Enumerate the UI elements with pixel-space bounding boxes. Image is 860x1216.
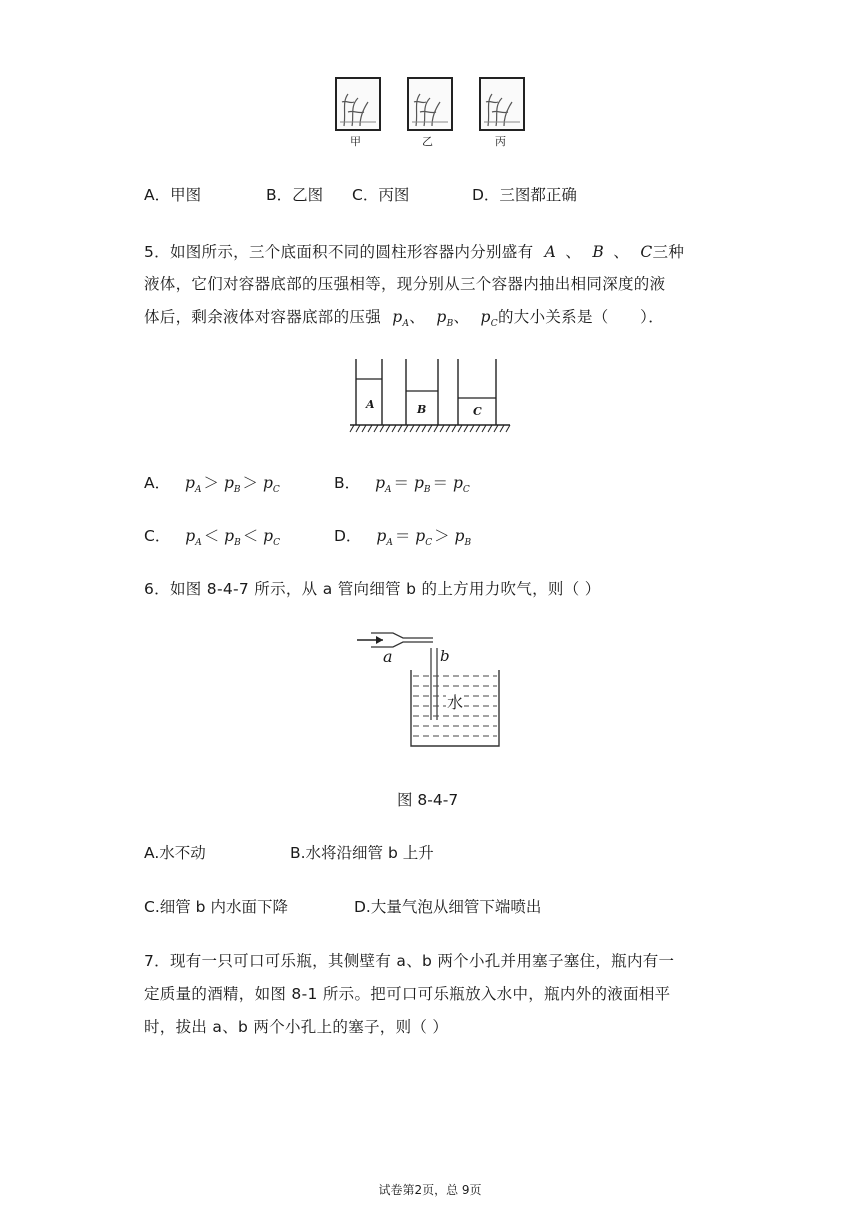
q5-option-c: C． $p_A < p_B < p_C$ — [144, 527, 280, 548]
q4-option-b: B．乙图 — [266, 186, 324, 204]
q6-stem: 6．如图 8-4-7 所示，从 a 管向细管 b 的上方用力吹气，则（ ） — [144, 580, 601, 598]
q6-option-b: B.水将沿细管 b 上升 — [290, 844, 434, 862]
figure-label-yi: 乙 — [422, 135, 433, 148]
q4-option-c: C．丙图 — [352, 186, 410, 204]
q6-option-c: C.细管 b 内水面下降 — [144, 898, 288, 916]
q6-option-d: D.大量气泡从细管下端喷出 — [354, 898, 542, 916]
q7-stem-line3: 时，拔出 a、b 两个小孔上的塞子，则（ ） — [144, 1018, 449, 1036]
q5-stem-line2: 液体，它们对容器底部的压强相等，现分别从三个容器内抽出相同深度的液 — [144, 275, 666, 293]
figure-panel-bing — [480, 78, 524, 130]
figure-panel-jia — [336, 78, 380, 130]
q4-option-a: A．甲图 — [144, 186, 202, 204]
q7-stem-line2: 定质量的酒精，如图 8-1 所示。把可口可乐瓶放入水中，瓶内外的液面相平 — [144, 985, 671, 1003]
q5-stem-line3: 体后，剩余液体对容器底部的压强 $p_A$、 $p_B$、 $p_C$的大小关系是（ ）． — [144, 308, 665, 329]
q5-option-d: D． $p_A = p_C > p_B$ — [334, 527, 472, 548]
q5-stem-line1: 5．如图所示，三个底面积不同的圆柱形容器内分别盛有 A 、 B 、 C三种 — [144, 243, 685, 261]
q7-stem-line1: 7．现有一只可口可乐瓶，其侧壁有 a、b 两个小孔并用塞子塞住，瓶内有一 — [144, 952, 675, 970]
tube-figure — [355, 628, 515, 750]
water-label: 水 — [446, 690, 464, 713]
figure-panel-yi — [408, 78, 452, 130]
q5-option-b: B． $p_A = p_B = p_C$ — [334, 474, 470, 495]
q4-option-d: D．三图都正确 — [472, 186, 577, 204]
q6-figure-caption: 图 8-4-7 — [397, 791, 459, 809]
page-footer: 试卷第2页，总 9页 — [378, 1183, 482, 1197]
container-label-a: A — [366, 398, 375, 411]
q5-option-a: A． $p_A > p_B > p_C$ — [144, 474, 280, 495]
figure-label-bing: 丙 — [495, 135, 506, 148]
figure-label-jia: 甲 — [350, 135, 361, 148]
tube-label-a: a — [383, 647, 393, 666]
container-label-b: B — [417, 403, 427, 416]
container-label-c: C — [473, 405, 482, 418]
tube-label-b: b — [440, 647, 450, 665]
q6-option-a: A.水不动 — [144, 844, 206, 862]
containers-figure — [348, 355, 512, 437]
